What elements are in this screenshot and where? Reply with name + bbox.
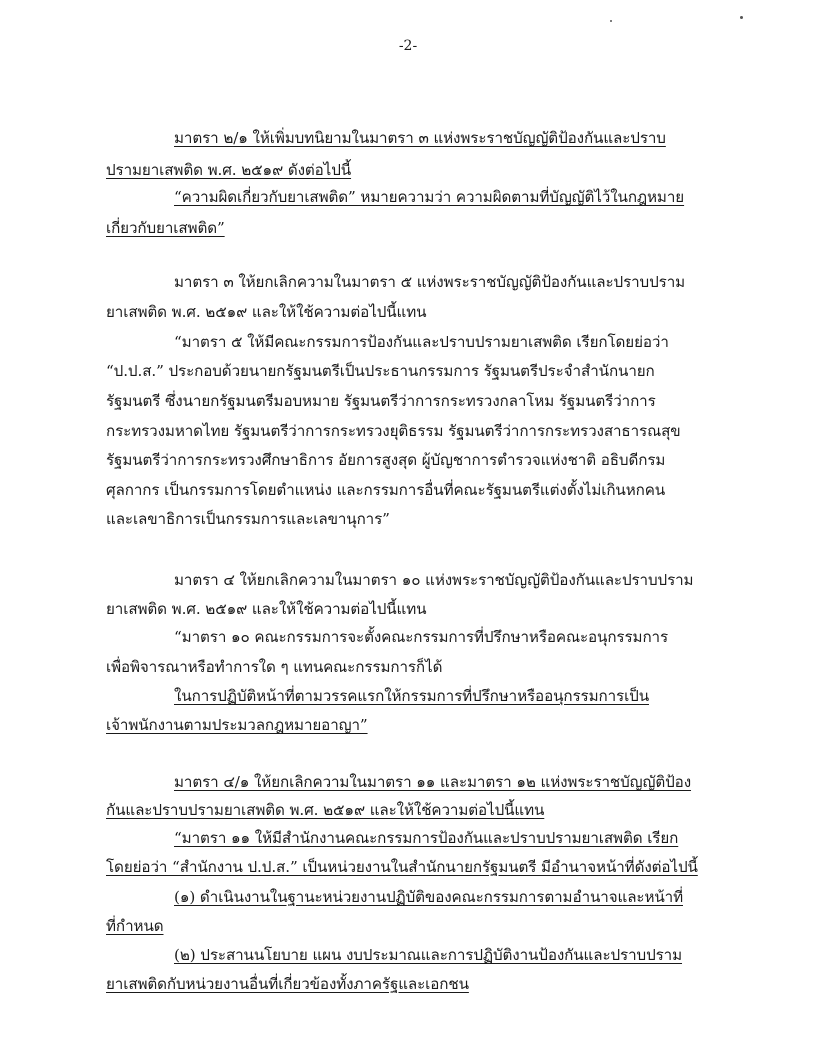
section-4-1-line-5: (๑) ดำเนินงานในฐานะหน่วยงานปฏิบัติของคณะกรรมการตามอำนาจและหน้าที่ (174, 888, 683, 906)
section-3-line-1: มาตรา ๓ ให้ยกเลิกความในมาตรา ๕ แห่งพระราชบัญญัติป้องกันและปราบปราม (174, 273, 686, 291)
section-4-1-line-3: “มาตรา ๑๑ ให้มีสำนักงานคณะกรรมการป้องกันและปราบปรามยาเสพติด เรียก (174, 829, 679, 847)
section-3-line-5: รัฐมนตรี ซึ่งนายกรัฐมนตรีมอบหมาย รัฐมนตรีว่าการกระทรวงกลาโหม รัฐมนตรีว่าการ (106, 392, 656, 410)
section-4-line-4: เพื่อพิจารณาหรือทำการใด ๆ แทนคณะกรรมการก็ได้ (106, 658, 443, 676)
page-number: -2- (398, 38, 418, 54)
section-4-1-line-1: มาตรา ๔/๑ ให้ยกเลิกความในมาตรา ๑๑ และมาตรา ๑๒ แห่งพระราชบัญญัติป้อง (174, 773, 692, 791)
section-3-line-3: “มาตรา ๕ ให้มีคณะกรรมการป้องกันและปราบปรามยาเสพติด เรียกโดยย่อว่า (174, 333, 669, 351)
section-4-1-line-6: ที่กำหนด (106, 917, 164, 935)
section-2-1-line-3: “ความผิดเกี่ยวกับยาเสพติด” หมายความว่า ความผิดตามที่บัญญัติไว้ในกฎหมาย (174, 188, 685, 206)
section-2-1-line-4: เกี่ยวกับยาเสพติด” (106, 219, 225, 237)
scan-speck (740, 16, 743, 19)
section-3-line-2: ยาเสพติด พ.ศ. ๒๕๑๙ และให้ใช้ความต่อไปนี้แทน (106, 303, 427, 321)
section-3-line-7: รัฐมนตรีว่าการกระทรวงศึกษาธิการ อัยการสูงสุด ผู้บัญชาการตำรวจแห่งชาติ อธิบดีกรม (106, 451, 666, 469)
section-4-line-5: ในการปฏิบัติหน้าที่ตามวรรคแรกให้กรรมการที่ปรึกษาหรืออนุกรรมการเป็น (174, 687, 649, 705)
section-4-line-2: ยาเสพติด พ.ศ. ๒๕๑๙ และให้ใช้ความต่อไปนี้แทน (106, 600, 427, 618)
section-4-1-line-2: กันและปราบปรามยาเสพติด พ.ศ. ๒๕๑๙ และให้ใช้ความต่อไปนี้แทน (106, 801, 545, 819)
section-3-line-6: กระทรวงมหาดไทย รัฐมนตรีว่าการกระทรวงยุติธรรม รัฐมนตรีว่าการกระทรวงสาธารณสุข (106, 422, 681, 440)
section-2-1-line-2: ปรามยาเสพติด พ.ศ. ๒๕๑๙ ดังต่อไปนี้ (106, 161, 352, 179)
section-4-line-3: “มาตรา ๑๐ คณะกรรมการจะตั้งคณะกรรมการที่ปรึกษาหรือคณะอนุกรรมการ (174, 628, 669, 646)
scan-speck (610, 20, 612, 22)
section-4-1-line-8: ยาเสพติดกับหน่วยงานอื่นที่เกี่ยวข้องทั้งภาครัฐและเอกชน (106, 975, 469, 993)
section-4-1-line-7: (๒) ประสานนโยบาย แผน งบประมาณและการปฏิบัติงานป้องกันและปราบปราม (174, 946, 683, 964)
section-4-line-6: เจ้าพนักงานตามประมวลกฎหมายอาญา” (106, 716, 368, 734)
section-3-line-8: ศุลกากร เป็นกรรมการโดยตำแหน่ง และกรรมการอื่นที่คณะรัฐมนตรีแต่งตั้งไม่เกินหกคน (106, 481, 666, 499)
section-4-1-line-4: โดยย่อว่า “สำนักงาน ป.ป.ส.” เป็นหน่วยงานในสำนักนายกรัฐมนตรี มีอำนาจหน้าที่ดังต่อไปนี้ (106, 858, 698, 876)
section-3-line-9: และเลขาธิการเป็นกรรมการและเลขานุการ” (106, 510, 390, 528)
section-2-1-line-1: มาตรา ๒/๑ ให้เพิ่มบทนิยามในมาตรา ๓ แห่งพระราชบัญญัติป้องกันและปราบ (174, 129, 666, 147)
section-4-line-1: มาตรา ๔ ให้ยกเลิกความในมาตรา ๑๐ แห่งพระราชบัญญัติป้องกันและปราบปราม (174, 571, 694, 589)
section-3-line-4: “ป.ป.ส.” ประกอบด้วยนายกรัฐมนตรีเป็นประธานกรรมการ รัฐมนตรีประจำสำนักนายก (106, 362, 655, 380)
